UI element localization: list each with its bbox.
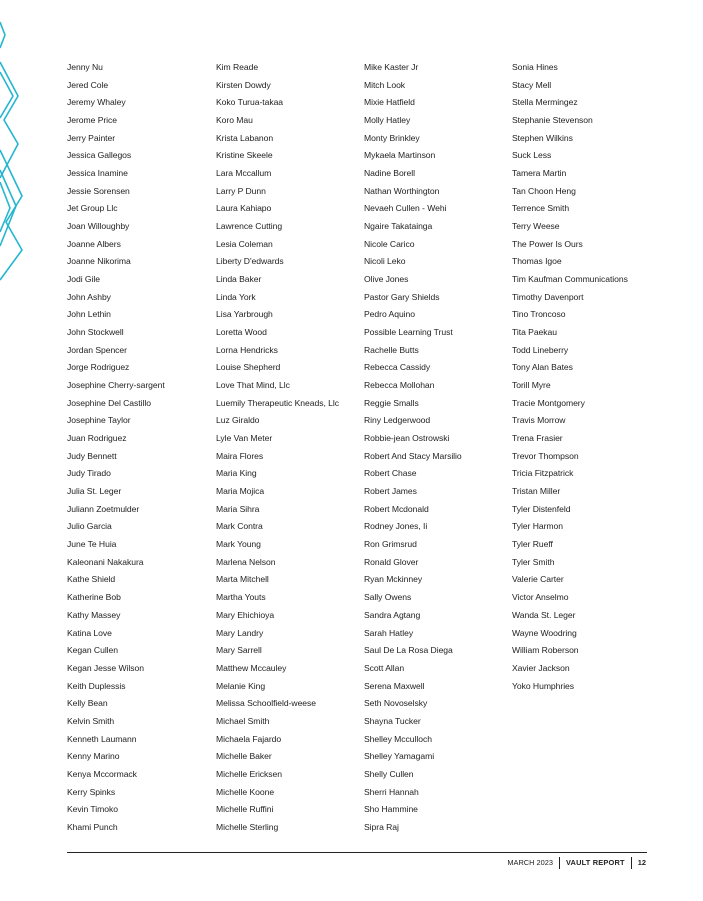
donor-name: Kathy Massey — [67, 609, 121, 620]
donor-name: Pastor Gary Shields — [364, 291, 440, 302]
donor-name: Robert And Stacy Marsilio — [364, 450, 462, 461]
donor-name: Ryan Mckinney — [364, 574, 423, 585]
donor-name: Tyler Rueff — [512, 539, 553, 550]
donor-name: Sarah Hatley — [364, 627, 414, 638]
donor-name: Pedro Aquino — [364, 309, 416, 320]
donor-name: Katina Love — [67, 627, 112, 638]
donor-name: Shelley Yamagami — [364, 751, 435, 762]
donor-name: Tristan Miller — [512, 486, 561, 497]
donor-name: Linda Baker — [216, 274, 262, 285]
donor-name: Nicoli Leko — [364, 256, 406, 267]
donor-name: Marta Mitchell — [216, 574, 269, 585]
donor-name: Sonia Hines — [512, 62, 558, 72]
donor-name: Nicole Carico — [364, 238, 415, 249]
donor-name: Sipra Raj — [364, 821, 399, 832]
donor-name: Kristine Skeele — [216, 150, 273, 161]
footer-separator — [559, 857, 560, 869]
donor-name: Timothy Davenport — [512, 291, 584, 302]
page-number: 12 — [637, 858, 646, 867]
donor-name: Joan Willoughby — [67, 221, 130, 232]
donor-name: Lara Mccallum — [216, 168, 272, 179]
donor-name: Lyle Van Meter — [216, 433, 273, 444]
donor-name: Reggie Smalls — [364, 397, 419, 408]
donor-name: Stephanie Stevenson — [512, 115, 593, 126]
donor-name: Luemily Therapeutic Kneads, Llc — [216, 397, 339, 408]
donor-name: Maria King — [216, 468, 257, 479]
donor-name: Maria Mojica — [216, 486, 265, 497]
donor-name: Nadine Borell — [364, 168, 415, 179]
donor-name: Michael Smith — [216, 715, 270, 726]
donor-name: Marlena Nelson — [216, 556, 276, 567]
donor-name: Seth Novoselsky — [364, 698, 428, 709]
donor-name: Koro Mau — [216, 115, 253, 126]
donor-name: Larry P Dunn — [216, 185, 266, 196]
donor-name: Maira Flores — [216, 450, 264, 461]
donor-name: Kelvin Smith — [67, 715, 115, 726]
donor-name: Melissa Schoolfield-weese — [216, 698, 317, 709]
donor-name: Josephine Cherry-sargent — [67, 380, 165, 391]
donor-name: Tita Paekau — [512, 327, 557, 338]
donor-name: Robbie-jean Ostrowski — [364, 433, 450, 444]
donor-name: Suck Less — [512, 150, 552, 161]
donor-name: Rachelle Butts — [364, 344, 419, 355]
donor-name: Khami Punch — [67, 821, 118, 832]
donor-name: Serena Maxwell — [364, 680, 425, 691]
donor-name: Jerry Painter — [67, 132, 116, 143]
donor-name: Tyler Distenfeld — [512, 503, 571, 514]
donor-name: Xavier Jackson — [512, 662, 570, 673]
donor-name: Juliann Zoetmulder — [67, 503, 140, 514]
donor-name: Stephen Wilkins — [512, 132, 573, 143]
donor-name: Victor Anselmo — [512, 592, 569, 603]
donor-name: Kenneth Laumann — [67, 733, 137, 744]
donor-name: Kaleonani Nakakura — [67, 556, 144, 567]
donor-name: Tony Alan Bates — [512, 362, 573, 373]
donor-name: Maria Sihra — [216, 503, 260, 514]
donor-name: Judy Bennett — [67, 450, 117, 461]
donor-name: Rodney Jones, Ii — [364, 521, 428, 532]
donor-name: June Te Huia — [67, 539, 117, 550]
donor-name: Tricia Fitzpatrick — [512, 468, 574, 479]
donor-name: Stella Mermingez — [512, 97, 578, 108]
donor-name: Ngaire Takatainga — [364, 221, 433, 232]
page-footer — [507, 856, 646, 870]
donor-name: Josephine Del Castillo — [67, 397, 151, 408]
donor-name: Terry Weese — [512, 221, 560, 232]
donor-name: Nevaeh Cullen - Wehi — [364, 203, 447, 214]
decorative-contour-lines — [0, 0, 24, 290]
donor-name: Julia St. Leger — [67, 486, 122, 497]
donor-name: Julio Garcia — [67, 521, 112, 532]
donor-name: Sally Owens — [364, 592, 412, 603]
donor-name: Trena Frasier — [512, 433, 563, 444]
footer-date: MARCH 2023 — [507, 858, 553, 867]
donor-name: Lawrence Cutting — [216, 221, 283, 232]
donor-name: Lorna Hendricks — [216, 344, 278, 355]
donor-name: Todd Lineberry — [512, 344, 569, 355]
donor-name: Mary Ehichioya — [216, 609, 275, 620]
donor-name: Mark Contra — [216, 521, 263, 532]
donor-name: Robert James — [364, 486, 417, 497]
footer-rule — [67, 852, 647, 853]
donor-name: Rebecca Mollohan — [364, 380, 435, 391]
donor-name: Louise Shepherd — [216, 362, 281, 373]
donor-name: Tyler Harmon — [512, 521, 563, 532]
donor-name: John Lethin — [67, 309, 111, 320]
name-column-4 — [512, 59, 628, 695]
donor-name: Michelle Sterling — [216, 821, 279, 832]
donor-name: Katherine Bob — [67, 592, 121, 603]
donor-name: Molly Hatley — [364, 115, 411, 126]
donor-name: Lisa Yarbrough — [216, 309, 273, 320]
donor-name: Tamera Martin — [512, 168, 567, 179]
donor-name: Jessie Sorensen — [67, 185, 130, 196]
donor-name: Kenya Mccormack — [67, 768, 137, 779]
donor-name: Mitch Look — [364, 79, 406, 90]
donor-name: Jered Cole — [67, 79, 109, 90]
donor-name: Jorge Rodriguez — [67, 362, 130, 373]
donor-name: Kevin Timoko — [67, 804, 118, 815]
donor-name: Robert Mcdonald — [364, 503, 429, 514]
donor-name: Laura Kahiapo — [216, 203, 272, 214]
donor-name: Kerry Spinks — [67, 786, 116, 797]
donor-name: Martha Youts — [216, 592, 266, 603]
donor-name: Michaela Fajardo — [216, 733, 282, 744]
donor-name: John Stockwell — [67, 327, 124, 338]
donor-name: Juan Rodriguez — [67, 433, 127, 444]
footer-report-title: VAULT REPORT — [565, 858, 625, 867]
donor-name: Mykaela Martinson — [364, 150, 436, 161]
donor-name: Matthew Mccauley — [216, 662, 287, 673]
donor-name: Mary Sarrell — [216, 645, 262, 656]
donor-name: Wanda St. Leger — [512, 609, 576, 620]
footer-separator — [631, 857, 632, 869]
donor-name: Wayne Woodring — [512, 627, 577, 638]
donor-name: Shelley Mcculloch — [364, 733, 432, 744]
donor-name: Jeremy Whaley — [67, 97, 126, 108]
donor-name: Nathan Worthington — [364, 185, 440, 196]
donor-name: Yoko Humphries — [512, 680, 575, 691]
donor-name: Sandra Agtang — [364, 609, 421, 620]
donor-name: Possible Learning Trust — [364, 327, 453, 338]
donor-name: Kegan Jesse Wilson — [67, 662, 144, 673]
donor-name: Mary Landry — [216, 627, 264, 638]
donor-name: Saul De La Rosa Diega — [364, 645, 453, 656]
donor-name: Michelle Ericksen — [216, 768, 283, 779]
donor-name: Mixie Hatfield — [364, 97, 415, 108]
donor-name: Kelly Bean — [67, 698, 108, 709]
donor-name: Jerome Price — [67, 115, 118, 126]
name-column-2 — [216, 59, 339, 837]
donor-name: Jenny Nu — [67, 62, 103, 72]
donor-name: Tino Troncoso — [512, 309, 566, 320]
donor-name: Robert Chase — [364, 468, 417, 479]
donor-name: Ron Grimsrud — [364, 539, 417, 550]
donor-name: The Power Is Ours — [512, 238, 583, 249]
donor-name: Kim Reade — [216, 62, 259, 72]
donor-name: Josephine Taylor — [67, 415, 131, 426]
donor-name: Monty Brinkley — [364, 132, 420, 143]
donor-name: Love That Mind, Llc — [216, 380, 290, 391]
donor-name: Liberty D'edwards — [216, 256, 284, 267]
donor-name: Tim Kaufman Communications — [512, 274, 628, 285]
donor-name: Linda York — [216, 291, 256, 302]
donor-name: John Ashby — [67, 291, 111, 302]
donor-name: Olive Jones — [364, 274, 409, 285]
donor-name: Sherri Hannah — [364, 786, 419, 797]
donor-name: Mike Kaster Jr — [364, 62, 419, 72]
donor-name: Jordan Spencer — [67, 344, 127, 355]
name-column-3 — [364, 59, 462, 837]
donor-name: Trevor Thompson — [512, 450, 579, 461]
donor-name: Terrence Smith — [512, 203, 570, 214]
donor-name: Ronald Glover — [364, 556, 419, 567]
donor-name: Tracie Montgomery — [512, 397, 585, 408]
donor-name: Loretta Wood — [216, 327, 267, 338]
donor-name: Judy Tirado — [67, 468, 111, 479]
donor-name: Torill Myre — [512, 380, 551, 391]
donor-name: Lesia Coleman — [216, 238, 273, 249]
donor-name: Tyler Smith — [512, 556, 555, 567]
name-column-1 — [67, 59, 165, 837]
donor-name: Michelle Ruffini — [216, 804, 274, 815]
donor-name: Valerie Carter — [512, 574, 564, 585]
donor-name: Thomas Igoe — [512, 256, 562, 267]
donor-name: Kirsten Dowdy — [216, 79, 271, 90]
donor-name: Jessica Inamine — [67, 168, 128, 179]
donor-name: Luz Giraldo — [216, 415, 260, 426]
donor-name: Mark Young — [216, 539, 261, 550]
donor-name: William Roberson — [512, 645, 579, 656]
donor-name: Tan Choon Heng — [512, 185, 576, 196]
donor-name: Melanie King — [216, 680, 266, 691]
donor-name: Stacy Mell — [512, 79, 552, 90]
donor-name: Michelle Koone — [216, 786, 275, 797]
donor-name: Michelle Baker — [216, 751, 272, 762]
donor-name: Shelly Cullen — [364, 768, 414, 779]
donor-name: Jet Group Llc — [67, 203, 118, 214]
donor-name: Keith Duplessis — [67, 680, 126, 691]
donor-name: Jodi Gile — [67, 274, 100, 285]
donor-name: Rebecca Cassidy — [364, 362, 431, 373]
donor-name: Krista Labanon — [216, 132, 274, 143]
donor-name: Kenny Marino — [67, 751, 120, 762]
donor-name: Scott Allan — [364, 662, 405, 673]
donor-name: Koko Turua-takaa — [216, 97, 284, 108]
donor-name: Kegan Cullen — [67, 645, 119, 656]
donor-name: Joanne Albers — [67, 238, 121, 249]
donor-name: Sho Hammine — [364, 804, 418, 815]
donor-name: Shayna Tucker — [364, 715, 421, 726]
donor-name: Jessica Gallegos — [67, 150, 132, 161]
donor-name: Riny Ledgerwood — [364, 415, 431, 426]
donor-name: Travis Morrow — [512, 415, 566, 426]
donor-name: Joanne Nikorima — [67, 256, 131, 267]
donor-name: Kathe Shield — [67, 574, 116, 585]
